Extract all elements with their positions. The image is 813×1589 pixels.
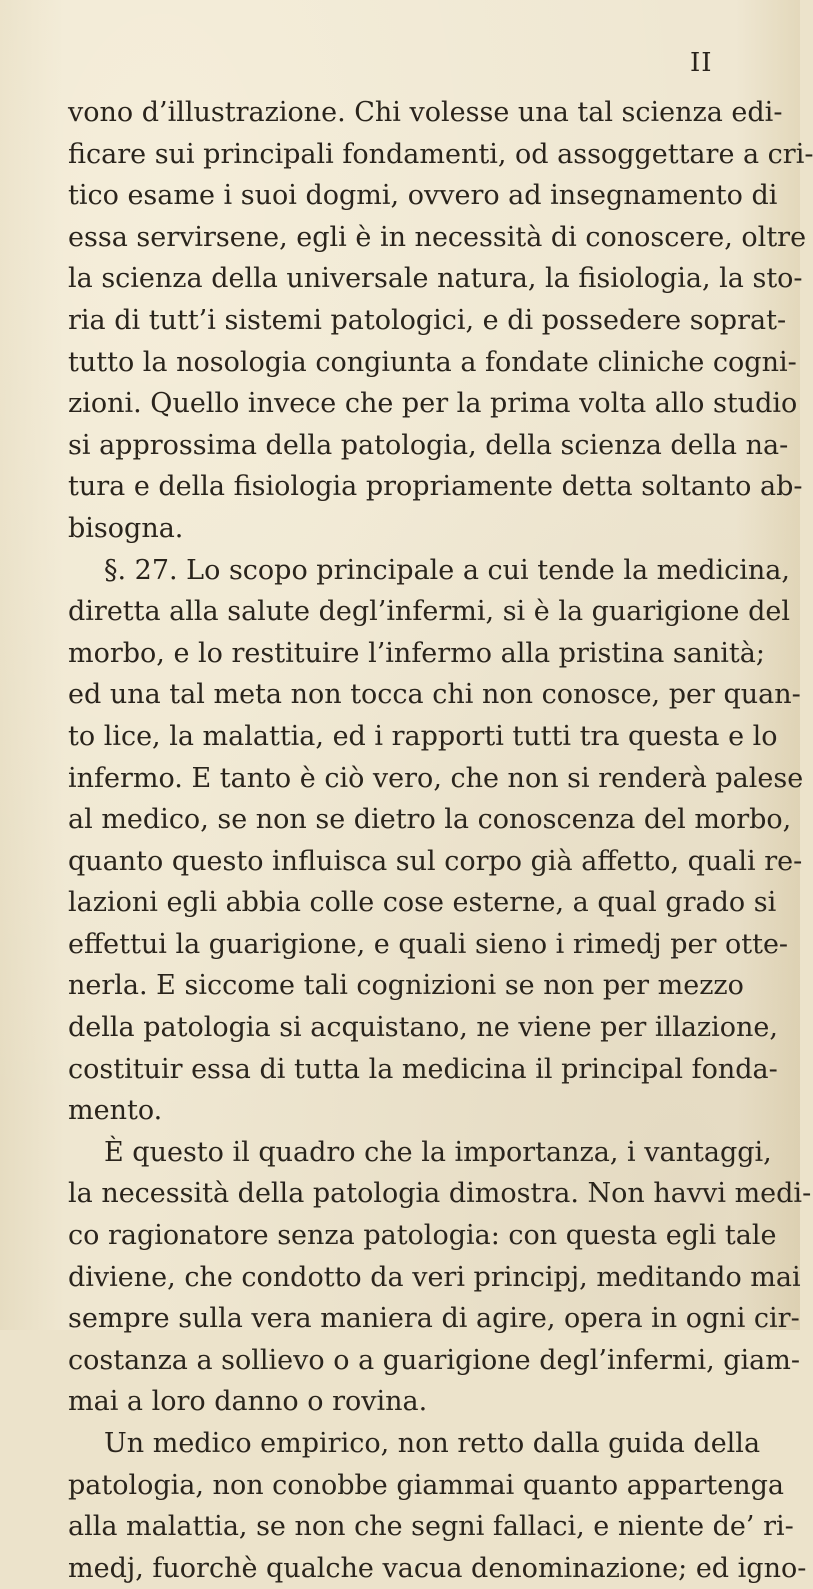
- text-line: morbo, e lo restituire l’infermo alla pristina sanità;: [68, 637, 765, 669]
- text-line: infermo. E tanto è ciò vero, che non si renderà palese: [68, 762, 804, 794]
- text-line: zioni. Quello invece che per la prima volta allo studio: [68, 388, 798, 420]
- text-line: vono d’illustrazione. Chi volesse una tal scienza edi-: [68, 97, 783, 128]
- text-line: ria di tutt’i sistemi patologici, e di possedere soprat-: [68, 304, 787, 336]
- text-line: tico esame i suoi dogmi, ovvero ad insegnamento di: [68, 180, 778, 212]
- body-text: [68, 92, 813, 1589]
- text-line: È questo il quadro che la importanza, i vantaggi,: [104, 1136, 772, 1168]
- page-number: II: [690, 48, 713, 78]
- text-line: ed una tal meta non tocca chi non conosce, per quan-: [68, 679, 801, 711]
- text-line: co ragionatore senza patologia: con questa egli tale: [68, 1220, 777, 1252]
- text-line: al medico, se non se dietro la conoscenza del morbo,: [68, 804, 792, 836]
- text-line: costituir essa di tutta la medicina il principal fonda-: [68, 1053, 778, 1085]
- text-line: diretta alla salute degl’infermi, si è la guarigione del: [68, 596, 790, 628]
- text-line: tura e della fisiologia propriamente detta soltanto ab-: [68, 471, 803, 503]
- text-line: ficare sui principali fondamenti, od assoggettare a cri-: [68, 138, 813, 170]
- text-line: diviene, che condotto da veri principj, meditando mai: [68, 1261, 801, 1293]
- section-heading-line: §. 27. Lo scopo principale a cui tende la medicina,: [104, 554, 790, 586]
- text-line: della patologia si acquistano, ne viene per illazione,: [68, 1012, 778, 1044]
- text-line: lazioni egli abbia colle cose esterne, a qual grado si: [68, 887, 777, 919]
- text-line: to lice, la malattia, ed i rapporti tutti tra questa e lo: [68, 720, 778, 752]
- text-line: costanza a sollievo o a guarigione degl’infermi, giam-: [68, 1344, 801, 1376]
- text-line: medj, fuorchè qualche vacua denominazione; ed igno-: [68, 1552, 807, 1584]
- text-line: tutto la nosologia congiunta a fondate cliniche cogni-: [68, 346, 797, 378]
- text-line: essa servirsene, egli è in necessità di conoscere, oltre: [68, 221, 807, 253]
- text-line: mento.: [68, 1095, 163, 1127]
- text-line: si approssima della patologia, della scienza della na-: [68, 429, 789, 461]
- text-line: la necessità della patologia dimostra. Non havvi medi-: [68, 1178, 812, 1210]
- text-line: mai a loro danno o rovina.: [68, 1386, 428, 1418]
- text-line: la scienza della universale natura, la fisiologia, la sto-: [68, 263, 803, 295]
- text-line: Un medico empirico, non retto dalla guida della: [104, 1428, 761, 1459]
- text-line: effettui la guarigione, e quali sieno i rimedj per otte-: [68, 928, 789, 960]
- text-line: patologia, non conobbe giammai quanto appartenga: [68, 1469, 784, 1501]
- text-line: bisogna.: [68, 512, 184, 544]
- text-line: sempre sulla vera maniera di agire, opera in ogni cir-: [68, 1303, 800, 1335]
- text-line: quanto questo influisca sul corpo già affetto, quali re-: [68, 845, 803, 877]
- text-line: alla malattia, se non che segni fallaci, e niente de’ ri-: [68, 1511, 794, 1543]
- text-line: nerla. E siccome tali cognizioni se non per mezzo: [68, 970, 744, 1002]
